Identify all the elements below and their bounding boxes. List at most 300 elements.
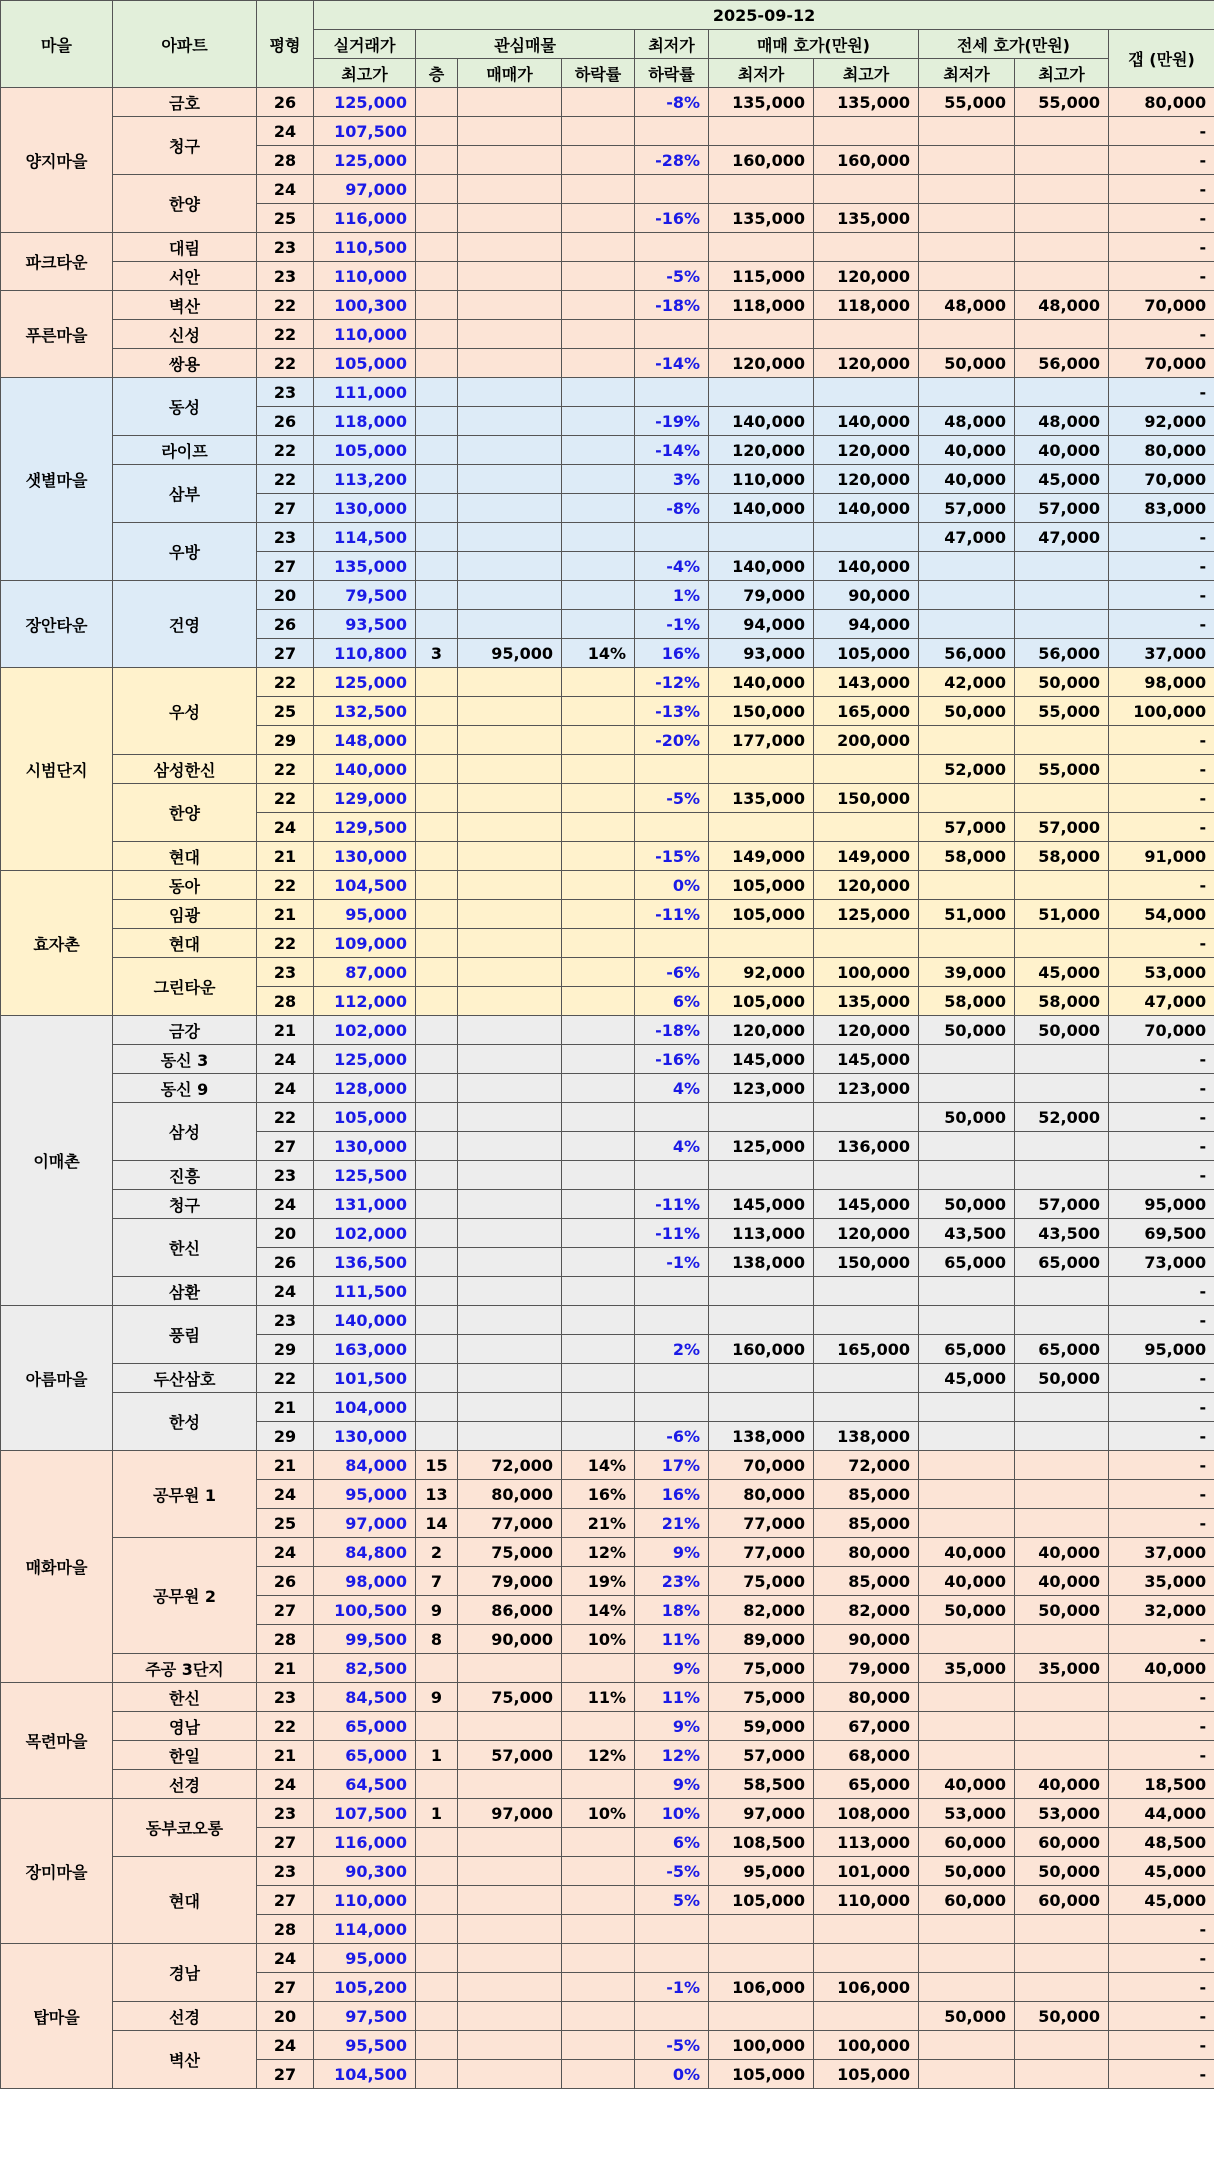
cell-size: 22 — [257, 291, 314, 320]
cell-jeonse-max — [1015, 1074, 1109, 1103]
cell-watch-floor: 1 — [416, 1741, 458, 1770]
cell-size: 22 — [257, 784, 314, 813]
header-low-sub: 하락률 — [635, 59, 709, 88]
cell-low-drop: 16% — [635, 639, 709, 668]
cell-actual-max: 84,000 — [314, 1451, 416, 1480]
cell-size: 27 — [257, 2060, 314, 2089]
cell-watch-floor — [416, 581, 458, 610]
cell-sale-max: 105,000 — [814, 639, 919, 668]
cell-size: 24 — [257, 1074, 314, 1103]
cell-gap: 100,000 — [1109, 697, 1214, 726]
cell-watch-price — [458, 1712, 562, 1741]
cell-low-drop: 4% — [635, 1132, 709, 1161]
village-name: 양지마을 — [1, 88, 113, 233]
cell-watch-drop — [562, 291, 635, 320]
table-row — [1, 1741, 1214, 1770]
cell-gap: - — [1109, 1944, 1214, 1973]
cell-watch-drop — [562, 1016, 635, 1045]
cell-low-drop — [635, 1306, 709, 1335]
cell-size: 23 — [257, 1683, 314, 1712]
cell-actual-max: 130,000 — [314, 842, 416, 871]
cell-gap: - — [1109, 1364, 1214, 1393]
cell-gap: 98,000 — [1109, 668, 1214, 697]
village-name: 목련마을 — [1, 1683, 113, 1799]
header-sale-min: 최저가 — [709, 59, 814, 88]
table-row — [1, 1190, 1214, 1219]
cell-actual-max: 110,000 — [314, 320, 416, 349]
cell-watch-floor: 7 — [416, 1567, 458, 1596]
cell-watch-drop — [562, 1422, 635, 1451]
cell-gap: 70,000 — [1109, 349, 1214, 378]
cell-sale-min: 140,000 — [709, 407, 814, 436]
cell-gap: - — [1109, 610, 1214, 639]
cell-jeonse-max — [1015, 1625, 1109, 1654]
cell-sale-max — [814, 117, 919, 146]
cell-sale-max: 67,000 — [814, 1712, 919, 1741]
header-watch-price: 매매가 — [458, 59, 562, 88]
cell-actual-max: 163,000 — [314, 1335, 416, 1364]
cell-sale-max — [814, 755, 919, 784]
cell-watch-price — [458, 1335, 562, 1364]
cell-gap: - — [1109, 1973, 1214, 2002]
cell-sale-max — [814, 1944, 919, 1973]
village-name: 효자촌 — [1, 871, 113, 1016]
cell-low-drop: 9% — [635, 1712, 709, 1741]
cell-low-drop: -6% — [635, 1422, 709, 1451]
cell-watch-floor — [416, 1190, 458, 1219]
cell-sale-min: 120,000 — [709, 436, 814, 465]
cell-jeonse-max — [1015, 1422, 1109, 1451]
cell-watch-drop: 12% — [562, 1741, 635, 1770]
village-name: 파크타운 — [1, 233, 113, 291]
apartment-name: 동성 — [113, 378, 257, 436]
cell-watch-drop — [562, 1103, 635, 1132]
cell-size: 21 — [257, 1451, 314, 1480]
table-row — [1, 262, 1214, 291]
cell-sale-max — [814, 1915, 919, 1944]
cell-actual-max: 100,300 — [314, 291, 416, 320]
cell-watch-price — [458, 2031, 562, 2060]
cell-watch-floor — [416, 117, 458, 146]
cell-sale-min: 135,000 — [709, 88, 814, 117]
cell-actual-max: 113,200 — [314, 465, 416, 494]
cell-sale-max: 68,000 — [814, 1741, 919, 1770]
cell-sale-max: 145,000 — [814, 1045, 919, 1074]
cell-low-drop: -14% — [635, 349, 709, 378]
cell-gap: - — [1109, 1045, 1214, 1074]
cell-actual-max: 118,000 — [314, 407, 416, 436]
cell-jeonse-max — [1015, 1132, 1109, 1161]
cell-jeonse-min: 40,000 — [919, 436, 1015, 465]
cell-watch-price — [458, 175, 562, 204]
cell-watch-floor — [416, 494, 458, 523]
cell-actual-max: 97,000 — [314, 1509, 416, 1538]
cell-sale-max — [814, 1364, 919, 1393]
cell-watch-floor — [416, 88, 458, 117]
cell-jeonse-min: 51,000 — [919, 900, 1015, 929]
table-row — [1, 1074, 1214, 1103]
cell-watch-price — [458, 2002, 562, 2031]
table-row — [1, 88, 1214, 117]
cell-watch-price: 77,000 — [458, 1509, 562, 1538]
cell-sale-max: 150,000 — [814, 784, 919, 813]
cell-watch-drop: 10% — [562, 1799, 635, 1828]
cell-actual-max: 105,000 — [314, 349, 416, 378]
cell-jeonse-max: 60,000 — [1015, 1828, 1109, 1857]
cell-jeonse-max: 57,000 — [1015, 494, 1109, 523]
cell-actual-max: 105,000 — [314, 1103, 416, 1132]
cell-size: 22 — [257, 1103, 314, 1132]
cell-watch-price: 95,000 — [458, 639, 562, 668]
cell-jeonse-min — [919, 175, 1015, 204]
cell-low-drop: -16% — [635, 1045, 709, 1074]
cell-low-drop: -14% — [635, 436, 709, 465]
apartment-name: 동신 9 — [113, 1074, 257, 1103]
cell-jeonse-min: 40,000 — [919, 465, 1015, 494]
cell-sale-min: 75,000 — [709, 1654, 814, 1683]
cell-watch-price: 90,000 — [458, 1625, 562, 1654]
cell-watch-price — [458, 1248, 562, 1277]
cell-sale-min: 92,000 — [709, 958, 814, 987]
cell-jeonse-max — [1015, 610, 1109, 639]
cell-jeonse-min — [919, 1683, 1015, 1712]
cell-size: 22 — [257, 436, 314, 465]
cell-jeonse-min: 52,000 — [919, 755, 1015, 784]
cell-watch-price — [458, 842, 562, 871]
cell-actual-max: 95,000 — [314, 900, 416, 929]
cell-gap: 80,000 — [1109, 436, 1214, 465]
cell-sale-max: 79,000 — [814, 1654, 919, 1683]
cell-actual-max: 95,000 — [314, 1944, 416, 1973]
cell-low-drop — [635, 1161, 709, 1190]
cell-watch-floor — [416, 378, 458, 407]
cell-jeonse-max: 50,000 — [1015, 1596, 1109, 1625]
cell-actual-max: 136,500 — [314, 1248, 416, 1277]
cell-low-drop: 17% — [635, 1451, 709, 1480]
cell-jeonse-min — [919, 1277, 1015, 1306]
cell-sale-min: 145,000 — [709, 1190, 814, 1219]
cell-low-drop: 23% — [635, 1567, 709, 1596]
cell-watch-drop — [562, 204, 635, 233]
cell-actual-max: 132,500 — [314, 697, 416, 726]
cell-size: 28 — [257, 1625, 314, 1654]
cell-size: 22 — [257, 871, 314, 900]
table-row — [1, 1277, 1214, 1306]
cell-low-drop: 0% — [635, 2060, 709, 2089]
cell-actual-max: 100,500 — [314, 1596, 416, 1625]
cell-gap: 80,000 — [1109, 88, 1214, 117]
cell-low-drop: 11% — [635, 1625, 709, 1654]
cell-watch-drop — [562, 755, 635, 784]
cell-jeonse-min — [919, 1915, 1015, 1944]
cell-sale-min: 105,000 — [709, 2060, 814, 2089]
cell-actual-max: 112,000 — [314, 987, 416, 1016]
cell-jeonse-min — [919, 1451, 1015, 1480]
cell-sale-min: 149,000 — [709, 842, 814, 871]
village-name: 매화마을 — [1, 1451, 113, 1683]
cell-jeonse-min — [919, 146, 1015, 175]
cell-sale-max — [814, 1103, 919, 1132]
cell-gap: 18,500 — [1109, 1770, 1214, 1799]
cell-jeonse-max — [1015, 1741, 1109, 1770]
cell-actual-max: 82,500 — [314, 1654, 416, 1683]
cell-size: 23 — [257, 262, 314, 291]
cell-watch-drop — [562, 2031, 635, 2060]
cell-watch-price — [458, 958, 562, 987]
cell-gap: 91,000 — [1109, 842, 1214, 871]
cell-gap: - — [1109, 2031, 1214, 2060]
cell-sale-max: 106,000 — [814, 1973, 919, 2002]
cell-watch-price — [458, 523, 562, 552]
cell-watch-price: 80,000 — [458, 1480, 562, 1509]
cell-gap: - — [1109, 1074, 1214, 1103]
header-jeonse: 전세 호가(만원) — [919, 30, 1109, 59]
cell-watch-floor — [416, 842, 458, 871]
cell-watch-floor — [416, 1248, 458, 1277]
village-name: 아름마을 — [1, 1306, 113, 1451]
apartment-name: 신성 — [113, 320, 257, 349]
apartment-name: 현대 — [113, 842, 257, 871]
apartment-name: 청구 — [113, 1190, 257, 1219]
cell-size: 20 — [257, 581, 314, 610]
cell-gap: 37,000 — [1109, 1538, 1214, 1567]
cell-actual-max: 130,000 — [314, 1132, 416, 1161]
cell-watch-floor: 15 — [416, 1451, 458, 1480]
cell-jeonse-max: 45,000 — [1015, 465, 1109, 494]
cell-gap: - — [1109, 175, 1214, 204]
cell-watch-floor: 13 — [416, 1480, 458, 1509]
table-row — [1, 523, 1214, 552]
cell-size: 29 — [257, 726, 314, 755]
cell-jeonse-min — [919, 1074, 1015, 1103]
cell-sale-max: 94,000 — [814, 610, 919, 639]
cell-watch-floor — [416, 1973, 458, 2002]
apartment-name: 삼성 — [113, 1103, 257, 1161]
cell-jeonse-min: 50,000 — [919, 1103, 1015, 1132]
cell-actual-max: 90,300 — [314, 1857, 416, 1886]
cell-actual-max: 130,000 — [314, 494, 416, 523]
table-row — [1, 1219, 1214, 1248]
cell-watch-drop — [562, 378, 635, 407]
cell-size: 27 — [257, 494, 314, 523]
cell-actual-max: 110,800 — [314, 639, 416, 668]
cell-low-drop: -15% — [635, 842, 709, 871]
cell-actual-max: 102,000 — [314, 1219, 416, 1248]
cell-watch-floor — [416, 204, 458, 233]
cell-watch-price: 97,000 — [458, 1799, 562, 1828]
table-row — [1, 1538, 1214, 1567]
cell-watch-price — [458, 436, 562, 465]
cell-watch-floor — [416, 1103, 458, 1132]
header-watch: 관심매물 — [416, 30, 635, 59]
cell-low-drop: 11% — [635, 1683, 709, 1712]
cell-watch-price — [458, 552, 562, 581]
cell-gap: - — [1109, 523, 1214, 552]
cell-watch-drop — [562, 1306, 635, 1335]
cell-watch-floor — [416, 1016, 458, 1045]
cell-sale-max — [814, 523, 919, 552]
table-row — [1, 1857, 1214, 1886]
cell-low-drop: -19% — [635, 407, 709, 436]
cell-jeonse-max — [1015, 1480, 1109, 1509]
cell-low-drop — [635, 117, 709, 146]
cell-size: 24 — [257, 1045, 314, 1074]
cell-watch-price — [458, 1074, 562, 1103]
cell-sale-max: 85,000 — [814, 1480, 919, 1509]
cell-sale-max: 101,000 — [814, 1857, 919, 1886]
cell-watch-drop: 11% — [562, 1683, 635, 1712]
apartment-name: 경남 — [113, 1944, 257, 2002]
table-row — [1, 1306, 1214, 1335]
cell-size: 27 — [257, 1973, 314, 2002]
cell-jeonse-min: 50,000 — [919, 1596, 1015, 1625]
table-row — [1, 465, 1214, 494]
cell-watch-drop — [562, 436, 635, 465]
cell-watch-price — [458, 871, 562, 900]
cell-low-drop: -11% — [635, 1219, 709, 1248]
cell-watch-price — [458, 813, 562, 842]
table-row — [1, 668, 1214, 697]
cell-low-drop: 4% — [635, 1074, 709, 1103]
cell-size: 27 — [257, 1828, 314, 1857]
table-row — [1, 175, 1214, 204]
cell-size: 25 — [257, 1509, 314, 1538]
cell-actual-max: 98,000 — [314, 1567, 416, 1596]
cell-watch-price — [458, 1915, 562, 1944]
cell-jeonse-min: 60,000 — [919, 1828, 1015, 1857]
cell-gap: - — [1109, 581, 1214, 610]
cell-jeonse-max — [1015, 1944, 1109, 1973]
cell-watch-floor — [416, 349, 458, 378]
table-row — [1, 1654, 1214, 1683]
cell-jeonse-max — [1015, 204, 1109, 233]
cell-sale-max — [814, 813, 919, 842]
cell-jeonse-max — [1015, 1393, 1109, 1422]
table-row — [1, 291, 1214, 320]
cell-gap: 54,000 — [1109, 900, 1214, 929]
cell-jeonse-max: 55,000 — [1015, 755, 1109, 784]
cell-actual-max: 99,500 — [314, 1625, 416, 1654]
table-row — [1, 900, 1214, 929]
cell-sale-max: 145,000 — [814, 1190, 919, 1219]
cell-watch-drop — [562, 1393, 635, 1422]
cell-watch-drop — [562, 88, 635, 117]
cell-jeonse-max — [1015, 378, 1109, 407]
cell-size: 23 — [257, 1857, 314, 1886]
cell-sale-max: 90,000 — [814, 1625, 919, 1654]
table-body — [1, 88, 1214, 2089]
cell-jeonse-max: 57,000 — [1015, 813, 1109, 842]
cell-watch-price — [458, 1886, 562, 1915]
cell-sale-min: 105,000 — [709, 900, 814, 929]
cell-low-drop: -8% — [635, 494, 709, 523]
cell-size: 22 — [257, 349, 314, 378]
cell-low-drop: 9% — [635, 1654, 709, 1683]
cell-low-drop: -5% — [635, 2031, 709, 2060]
cell-watch-price — [458, 1306, 562, 1335]
cell-jeonse-min — [919, 1509, 1015, 1538]
cell-watch-drop: 19% — [562, 1567, 635, 1596]
cell-size: 24 — [257, 175, 314, 204]
cell-jeonse-min: 50,000 — [919, 1016, 1015, 1045]
cell-gap: 95,000 — [1109, 1190, 1214, 1219]
cell-jeonse-max — [1015, 175, 1109, 204]
cell-size: 26 — [257, 1248, 314, 1277]
cell-watch-drop — [562, 1654, 635, 1683]
cell-jeonse-max — [1015, 581, 1109, 610]
cell-watch-drop — [562, 871, 635, 900]
cell-sale-min: 77,000 — [709, 1538, 814, 1567]
cell-sale-min: 110,000 — [709, 465, 814, 494]
cell-sale-min: 115,000 — [709, 262, 814, 291]
cell-size: 29 — [257, 1335, 314, 1364]
cell-watch-drop — [562, 117, 635, 146]
table-row — [1, 349, 1214, 378]
cell-watch-drop: 14% — [562, 639, 635, 668]
table-row — [1, 1161, 1214, 1190]
cell-jeonse-min — [919, 1045, 1015, 1074]
cell-watch-price — [458, 407, 562, 436]
cell-actual-max: 104,500 — [314, 871, 416, 900]
cell-watch-price — [458, 1944, 562, 1973]
cell-watch-floor — [416, 1422, 458, 1451]
cell-watch-price — [458, 1973, 562, 2002]
cell-watch-price — [458, 291, 562, 320]
cell-watch-price — [458, 233, 562, 262]
cell-jeonse-min: 65,000 — [919, 1248, 1015, 1277]
cell-watch-price — [458, 1161, 562, 1190]
cell-sale-min: 93,000 — [709, 639, 814, 668]
cell-size: 21 — [257, 900, 314, 929]
cell-sale-max: 105,000 — [814, 2060, 919, 2089]
cell-sale-max: 120,000 — [814, 349, 919, 378]
cell-sale-min: 77,000 — [709, 1509, 814, 1538]
cell-jeonse-max: 51,000 — [1015, 900, 1109, 929]
header-watch-drop: 하락률 — [562, 59, 635, 88]
apartment-name: 쌍용 — [113, 349, 257, 378]
cell-sale-min: 105,000 — [709, 1886, 814, 1915]
cell-sale-min — [709, 1277, 814, 1306]
cell-watch-price — [458, 668, 562, 697]
cell-gap: 47,000 — [1109, 987, 1214, 1016]
cell-watch-price — [458, 1190, 562, 1219]
cell-sale-max: 135,000 — [814, 204, 919, 233]
table-row — [1, 1683, 1214, 1712]
cell-actual-max: 97,500 — [314, 2002, 416, 2031]
cell-actual-max: 125,000 — [314, 668, 416, 697]
apartment-name: 라이프 — [113, 436, 257, 465]
cell-watch-price: 72,000 — [458, 1451, 562, 1480]
cell-gap: - — [1109, 1103, 1214, 1132]
village-name: 샛별마을 — [1, 378, 113, 581]
cell-actual-max: 125,000 — [314, 1045, 416, 1074]
cell-jeonse-min — [919, 726, 1015, 755]
cell-size: 26 — [257, 1567, 314, 1596]
cell-sale-max: 120,000 — [814, 465, 919, 494]
cell-watch-floor: 2 — [416, 1538, 458, 1567]
cell-actual-max: 109,000 — [314, 929, 416, 958]
cell-sale-min — [709, 1944, 814, 1973]
cell-sale-max — [814, 378, 919, 407]
cell-sale-max: 123,000 — [814, 1074, 919, 1103]
apartment-name: 두산삼호 — [113, 1364, 257, 1393]
cell-sale-min: 94,000 — [709, 610, 814, 639]
cell-low-drop: 9% — [635, 1538, 709, 1567]
cell-watch-price — [458, 1857, 562, 1886]
table-row — [1, 842, 1214, 871]
table-row — [1, 117, 1214, 146]
cell-gap: - — [1109, 1306, 1214, 1335]
